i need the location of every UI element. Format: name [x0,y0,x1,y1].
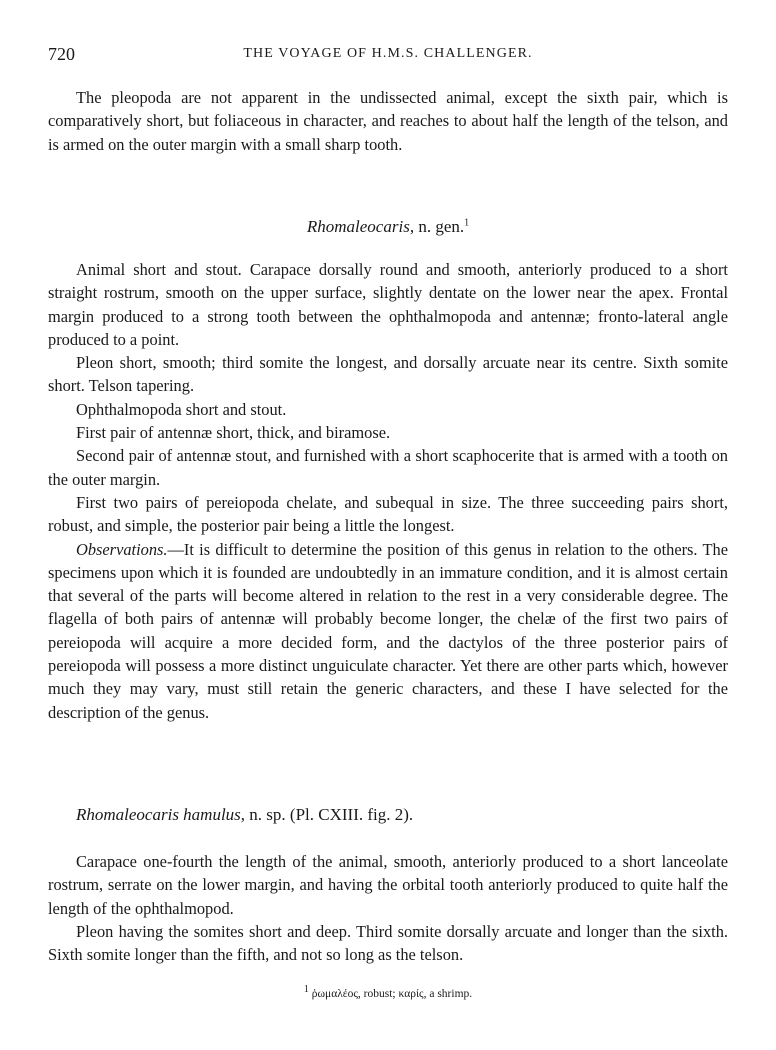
genus-heading [48,217,728,237]
running-head [48,44,728,68]
genus-paragraph: Pleon short, smooth; third somite the longest, and dorsally arcuate near its centre. Sixth somite short. Telson tapering. [48,353,728,396]
genus-name: Rhomaleocaris [306,217,410,236]
species-suffix: , n. sp. (Pl. CXIII. fig. 2). [240,805,414,824]
genus-paragraph: First two pairs of pereiopoda chelate, and subequal in size. The three succeeding pairs short, robust, and simple, the posterior pair being a little the longest. [48,492,728,536]
genus-paragraph: Second pair of antennæ stout, and furnished with a short scaphocerite that is armed with a tooth on the outer margin. [48,446,728,489]
genus-suffix: , n. gen. [409,217,465,236]
running-title: THE VOYAGE OF H.M.S. CHALLENGER. [243,46,533,61]
species-name: Rhomaleocaris hamulus [76,805,241,824]
footnote [48,984,728,1000]
species-heading [48,805,728,825]
genus-description [48,258,728,724]
page-number: 720 [48,44,75,64]
intro-paragraph: The pleopoda are not apparent in the undissected animal, except the sixth pair, which is comparatively short, but foliaceous in character, and reaches to about half the length of the telson, and is armed on the outer margin with a small sharp tooth. [48,88,728,154]
genus-paragraph: First pair of antennæ short, thick, and biramose. [76,423,391,443]
observations-label: Observations. [76,539,168,559]
species-description [48,850,728,966]
genus-paragraph: Ophthalmopoda short and stout. [76,399,287,419]
observations-paragraph [48,538,728,724]
footnote-text: ῥωμαλέος, robust; καρίς, a shrimp. [311,988,473,1000]
observations-text: —It is difficult to determine the position of this genus in relation to the others. The specimens upon which it is founded are undoubtedly in an immature condition, and it is almost certain that several of the parts will become altered in relation to the rest in a very considerable degree. The flagella of both pairs of antennæ will probably become longer, the chelæ of the first two pairs of pereiopoda will acquire a more decided form, and the dactylos of the three posterior pairs of pereiopoda will possess a more distinct unguiculate character. Yet there are other parts which, however much they may vary, must still retain the generic characters, and these I have selected for the description of the genus. [48,539,728,722]
footnote-mark: 1 [303,984,309,996]
genus-footnote-mark: 1 [464,217,470,229]
intro-section [48,86,728,156]
genus-paragraph: Animal short and stout. Carapace dorsally round and smooth, anteriorly produced to a short straight rostrum, smooth on the upper surface, slightly dentate on the lower near the apex. Frontal margin produced to a strong tooth between the ophthalmopoda and antennæ; fronto-lateral angle produced to a point. [48,260,728,349]
species-paragraph: Pleon having the somites short and deep. Third somite dorsally arcuate and longer than the sixth. Sixth somite longer than the fifth, and not so long as the telson. [48,921,728,965]
species-paragraph: Carapace one-fourth the length of the animal, smooth, anteriorly produced to a short lanceolate rostrum, serrate on the lower margin, and having the orbital tooth anteriorly produced to quite half the length of the ophthalmopod. [48,852,728,918]
